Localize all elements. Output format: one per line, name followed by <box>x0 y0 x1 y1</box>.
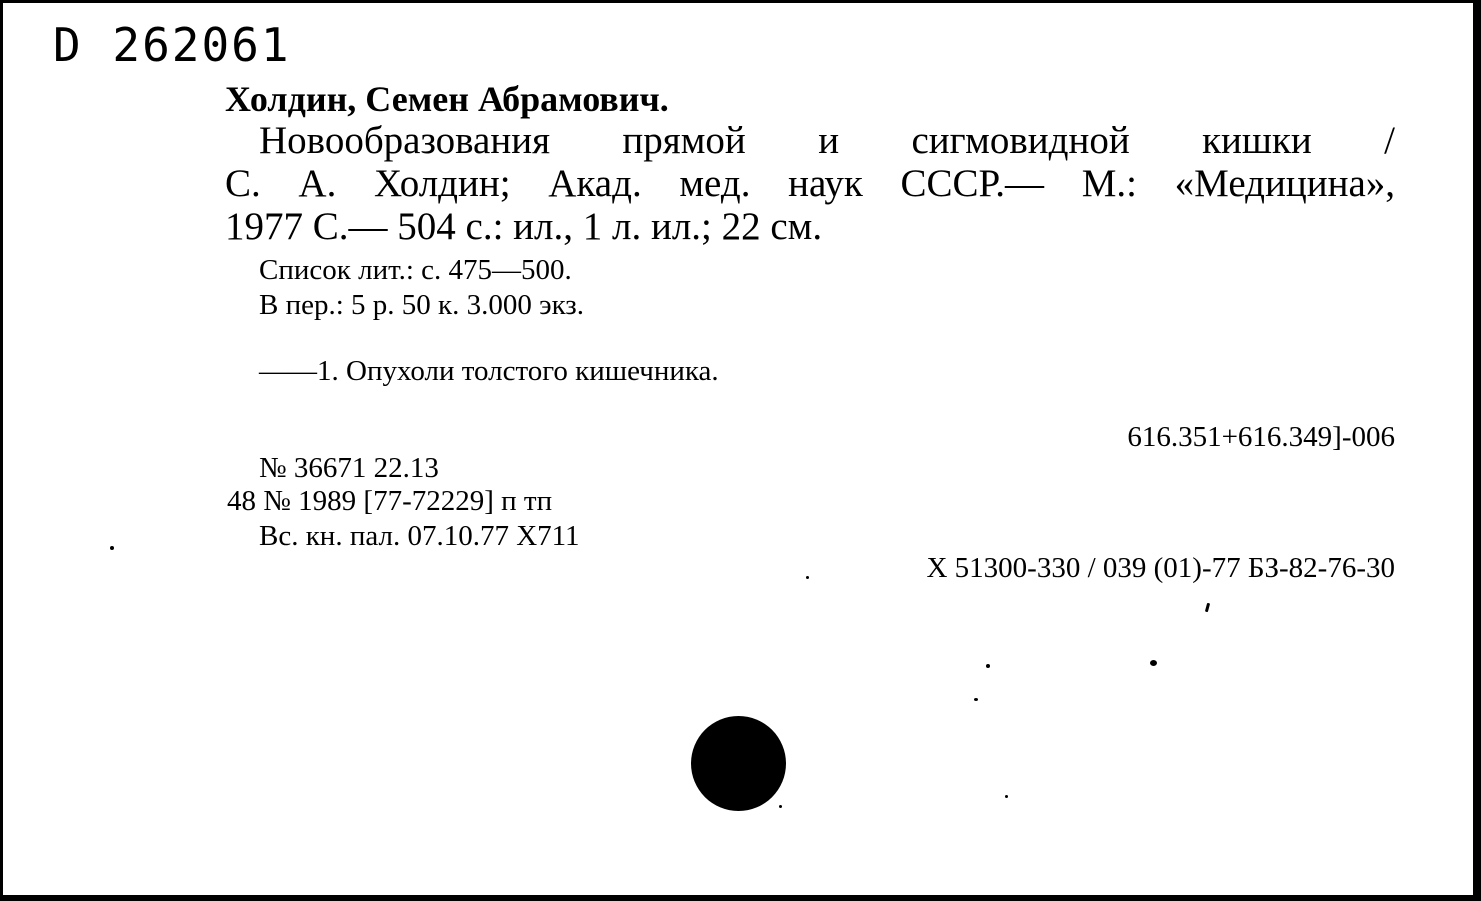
ink-speck <box>1150 660 1157 666</box>
title-line: С. А. Холдин; Акад. мед. наук СССР.— М.: «Медицина», <box>225 162 1395 205</box>
bibliography-note: Список лит.: с. 475—500. <box>259 254 572 286</box>
title-statement <box>225 119 1395 248</box>
ink-speck <box>1205 603 1210 612</box>
subject-heading: ——1. Опухоли толстого кишечника. <box>259 355 719 387</box>
ink-speck <box>974 698 978 701</box>
price-note: В пер.: 5 р. 50 к. 3.000 экз. <box>259 289 584 321</box>
registration-line: № 36671 22.13 <box>259 452 439 484</box>
ink-speck <box>1005 795 1008 798</box>
catalog-card <box>3 3 1473 895</box>
title-line: Новообразования прямой и сигмовидной кишки / <box>259 119 1395 162</box>
ink-speck <box>110 546 114 550</box>
udc-classification: 616.351+616.349]-006 <box>1127 421 1395 453</box>
call-number: D 262061 <box>53 18 291 72</box>
ink-speck <box>779 805 782 808</box>
punch-hole <box>691 716 786 811</box>
title-line: 1977 С.— 504 с.: ил., 1 л. ил.; 22 см. <box>225 205 823 248</box>
registration-line: Вс. кн. пал. 07.10.77 Х711 <box>259 520 580 552</box>
ink-speck <box>986 664 990 668</box>
ink-speck <box>806 576 809 579</box>
author-heading: Холдин, Семен Абрамович. <box>225 79 669 119</box>
isbn-line: Х 51300-330 / 039 (01)-77 БЗ-82-76-30 <box>926 552 1395 584</box>
registration-line: 48 № 1989 [77-72229] п тп <box>227 485 553 517</box>
